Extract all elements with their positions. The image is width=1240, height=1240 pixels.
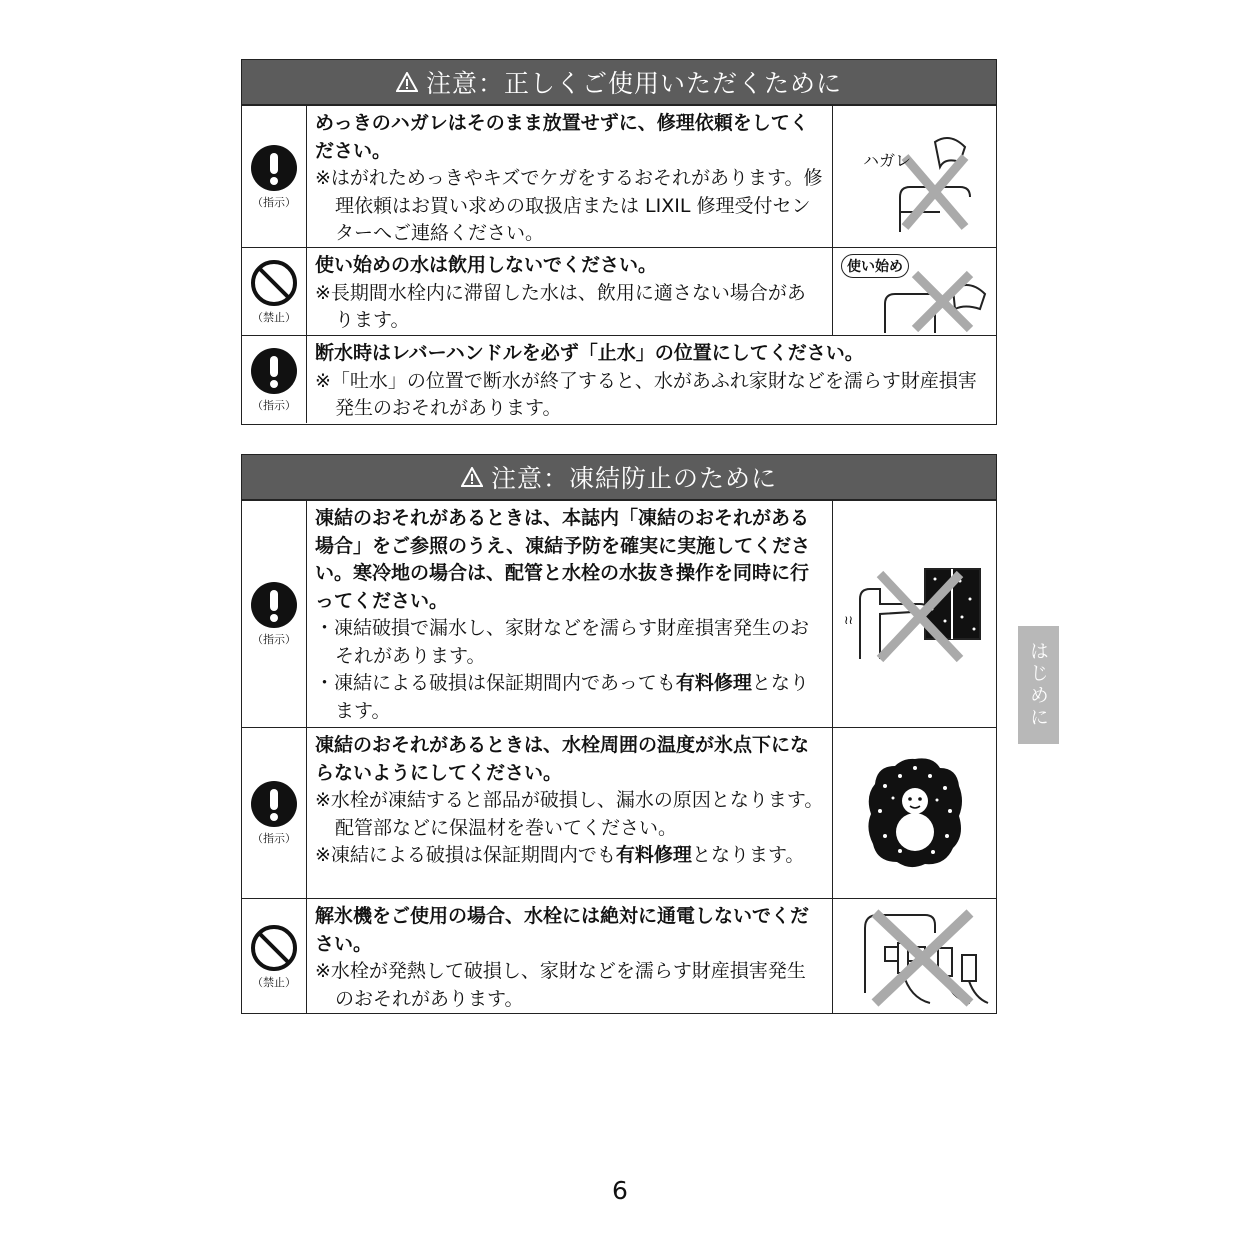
- prohibition-icon: [250, 259, 298, 307]
- prohibition-icon: [250, 924, 298, 972]
- warning-triangle-icon: [461, 467, 483, 487]
- instruction-mark: [242, 501, 307, 727]
- caution-note: ※水栓が発熱して破損し、家財などを濡らす財産損害発生のおそれがあります。: [315, 960, 806, 1010]
- illustration-label: ハガレ: [863, 151, 912, 170]
- caution-text: [307, 248, 833, 335]
- icon-caption: （指示）: [252, 832, 296, 845]
- illustration-freeze-window: [833, 501, 996, 727]
- caution-section-freeze: [241, 454, 997, 1014]
- caution-row: [242, 335, 996, 423]
- side-tab-introduction: はじめに: [1018, 626, 1059, 744]
- caution-text: [307, 728, 833, 898]
- icon-caption: （指示）: [252, 195, 296, 209]
- faucet-window-illustration: [840, 559, 990, 669]
- exclamation-circle-icon: [250, 144, 298, 192]
- instruction-mark: [242, 336, 307, 423]
- section-title: 注意：凍結防止のために: [490, 464, 777, 493]
- caution-note: ※「吐水」の位置で断水が終了すると、水があふれ家財などを濡らす財産損害発生のおそれがあります。: [315, 369, 977, 419]
- caution-bullet: ・凍結による破損は保証期間内であっても有料修理となります。: [315, 672, 809, 722]
- snowman-illustration: [865, 756, 965, 871]
- caution-heading: 凍結のおそれがあるときは、本誌内「凍結のおそれがある場合」をご参照のうえ、凍結予防を確実に実施してください。寒冷地の場合は、配管と水栓の水抜き操作を同時に行ってください。: [315, 507, 811, 612]
- caution-bullet: ・凍結破損で漏水し、家財などを濡らす財産損害発生のおそれがあります。: [315, 617, 810, 667]
- faucet-hand-illustration: [840, 112, 990, 242]
- caution-text: [307, 501, 833, 727]
- caution-heading: 使い始めの水は飲用しないでください。: [315, 254, 658, 276]
- caution-row: [242, 500, 996, 727]
- section-title: 注意：正しくご使用いただくために: [425, 69, 842, 98]
- caution-heading: 断水時はレバーハンドルを必ず「止水」の位置にしてください。: [315, 342, 864, 364]
- caution-text: [307, 336, 996, 423]
- section-header: [242, 455, 996, 500]
- caution-section-usage: [241, 59, 997, 425]
- illustration-first-water: [833, 248, 996, 335]
- caution-note: ※長期間水栓内に滞留した水は、飲用に適さない場合があります。: [315, 281, 806, 331]
- caution-heading: 解氷機をご使用の場合、水栓には絶対に通電しないでください。: [315, 905, 810, 955]
- page-number: 6: [612, 1176, 628, 1205]
- section-header: [242, 60, 996, 105]
- caution-text: [307, 899, 833, 1014]
- svg-text:≀≀: ≀≀: [843, 613, 853, 627]
- caution-heading: めっきのハガレはそのまま放置せずに、修理依頼をしてください。: [315, 112, 809, 162]
- prohibition-mark: [242, 248, 307, 335]
- exclamation-circle-icon: [250, 780, 298, 828]
- illustration-thawing-device: [833, 899, 996, 1014]
- exclamation-circle-icon: [250, 347, 298, 395]
- icon-caption: （指示）: [252, 398, 296, 412]
- illustration-label: 使い始め: [841, 254, 909, 278]
- caution-row: [242, 898, 996, 1014]
- caution-text: [307, 106, 833, 247]
- illustration-snowman: [833, 728, 996, 898]
- caution-row: [242, 247, 996, 335]
- caution-heading: 凍結のおそれがあるときは、水栓周囲の温度が氷点下にならないようにしてください。: [315, 734, 810, 784]
- caution-note: ※凍結による破損は保証期間内でも有料修理となります。: [315, 844, 805, 866]
- instruction-mark: [242, 728, 307, 898]
- caution-row: [242, 105, 996, 247]
- instruction-mark: [242, 106, 307, 247]
- icon-caption: （指示）: [252, 633, 296, 646]
- caution-note: ※水栓が凍結すると部品が破損し、漏水の原因となります。配管部などに保温材を巻いてください。: [315, 789, 824, 839]
- icon-caption: （禁止）: [252, 310, 296, 324]
- exclamation-circle-icon: [250, 581, 298, 629]
- prohibition-mark: [242, 899, 307, 1014]
- caution-note: ※はがれためっきやキズでケガをするおそれがあります。修理依頼はお買い求めの取扱店または LIXIL 修理受付センターへご連絡ください。: [315, 167, 823, 244]
- illustration-plating-peel: [833, 106, 996, 247]
- faucet-clamp-illustration: [840, 903, 990, 1011]
- icon-caption: （禁止）: [252, 975, 296, 989]
- warning-triangle-icon: [396, 72, 418, 92]
- caution-row: [242, 727, 996, 898]
